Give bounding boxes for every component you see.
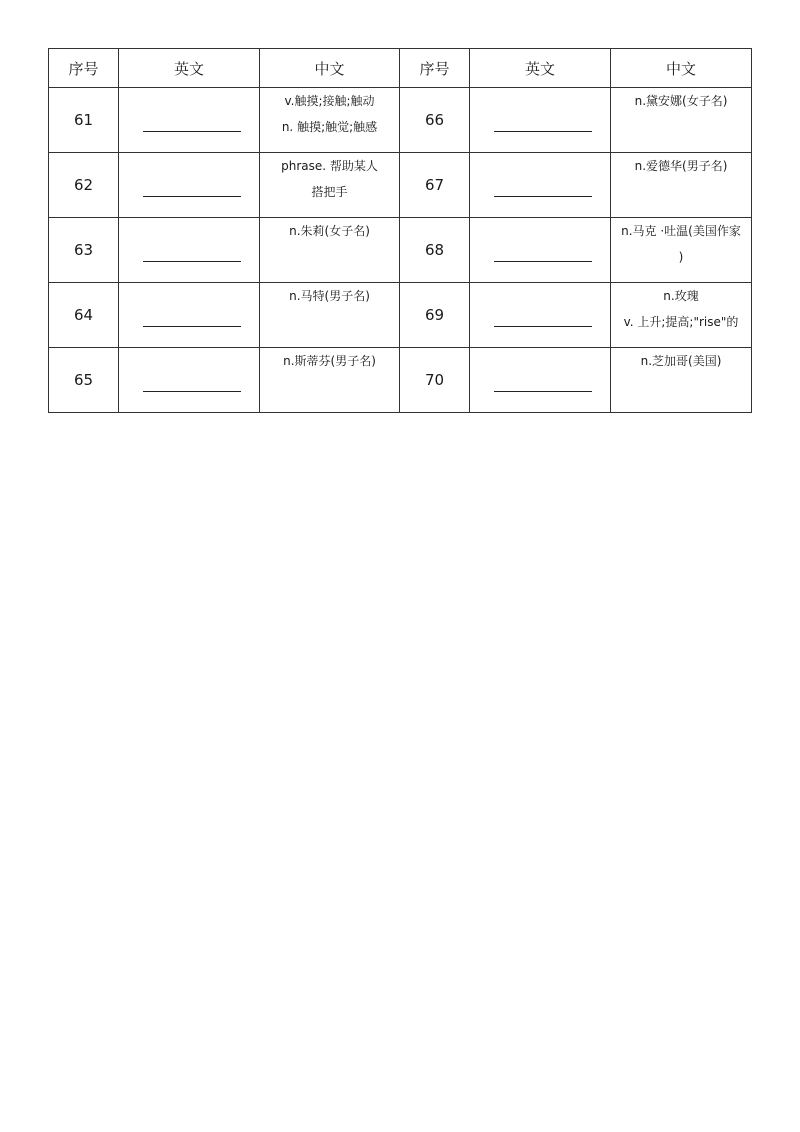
chinese-meaning	[611, 218, 752, 283]
english-answer-cell[interactable]	[119, 348, 260, 413]
meaning-line: n.黛安娜(女子名)	[634, 94, 728, 108]
chinese-meaning	[611, 283, 752, 348]
answer-blank-line	[494, 326, 592, 327]
answer-blank-line	[494, 261, 592, 262]
row-number: 66	[400, 88, 470, 153]
row-number: 70	[400, 348, 470, 413]
header-number: 序号	[400, 49, 470, 88]
row-number: 63	[49, 218, 119, 283]
chinese-meaning	[260, 88, 400, 153]
table-row	[49, 153, 752, 218]
answer-blank-line	[494, 131, 592, 132]
header-chinese: 中文	[260, 49, 400, 88]
answer-blank-line	[143, 326, 241, 327]
english-answer-cell[interactable]	[119, 88, 260, 153]
answer-blank-line	[143, 131, 241, 132]
answer-blank-line	[143, 196, 241, 197]
header-english: 英文	[119, 49, 260, 88]
table-row	[49, 283, 752, 348]
chinese-meaning	[260, 153, 400, 218]
meaning-line: 搭把手	[311, 185, 348, 199]
meaning-line: n.芝加哥(美国)	[640, 354, 722, 368]
meaning-line: n.马克 ·吐温(美国作家	[621, 224, 741, 238]
row-number: 61	[49, 88, 119, 153]
english-answer-cell[interactable]	[119, 218, 260, 283]
english-answer-cell[interactable]	[470, 283, 611, 348]
row-number: 62	[49, 153, 119, 218]
row-number: 68	[400, 218, 470, 283]
english-answer-cell[interactable]	[119, 153, 260, 218]
english-answer-cell[interactable]	[470, 218, 611, 283]
meaning-line: n.斯蒂芬(男子名)	[283, 354, 376, 368]
meaning-line: n. 触摸;触觉;触感	[281, 120, 378, 134]
meaning-line: v. 上升;提高;"rise"的	[623, 315, 739, 329]
english-answer-cell[interactable]	[119, 283, 260, 348]
meaning-line: v.触摸;接触;触动	[284, 94, 375, 108]
header-english: 英文	[470, 49, 611, 88]
table-row	[49, 88, 752, 153]
answer-blank-line	[494, 196, 592, 197]
chinese-meaning	[611, 348, 752, 413]
row-number: 69	[400, 283, 470, 348]
english-answer-cell[interactable]	[470, 88, 611, 153]
meaning-line: n.朱莉(女子名)	[289, 224, 370, 238]
english-answer-cell[interactable]	[470, 348, 611, 413]
answer-blank-line	[494, 391, 592, 392]
chinese-meaning	[611, 153, 752, 218]
answer-blank-line	[143, 261, 241, 262]
chinese-meaning	[611, 88, 752, 153]
header-chinese: 中文	[611, 49, 752, 88]
chinese-meaning	[260, 348, 400, 413]
answer-blank-line	[143, 391, 241, 392]
meaning-line: n.马特(男子名)	[289, 289, 370, 303]
table-row	[49, 218, 752, 283]
row-number: 64	[49, 283, 119, 348]
row-number: 65	[49, 348, 119, 413]
header-row	[49, 49, 752, 88]
chinese-meaning	[260, 283, 400, 348]
meaning-line: )	[678, 250, 684, 264]
meaning-line: n.玫瑰	[663, 289, 699, 303]
meaning-line: phrase. 帮助某人	[281, 159, 378, 173]
row-number: 67	[400, 153, 470, 218]
table-row	[49, 348, 752, 413]
english-answer-cell[interactable]	[470, 153, 611, 218]
vocab-table	[48, 48, 752, 413]
meaning-line: n.爱德华(男子名)	[634, 159, 728, 173]
chinese-meaning	[260, 218, 400, 283]
header-number: 序号	[49, 49, 119, 88]
